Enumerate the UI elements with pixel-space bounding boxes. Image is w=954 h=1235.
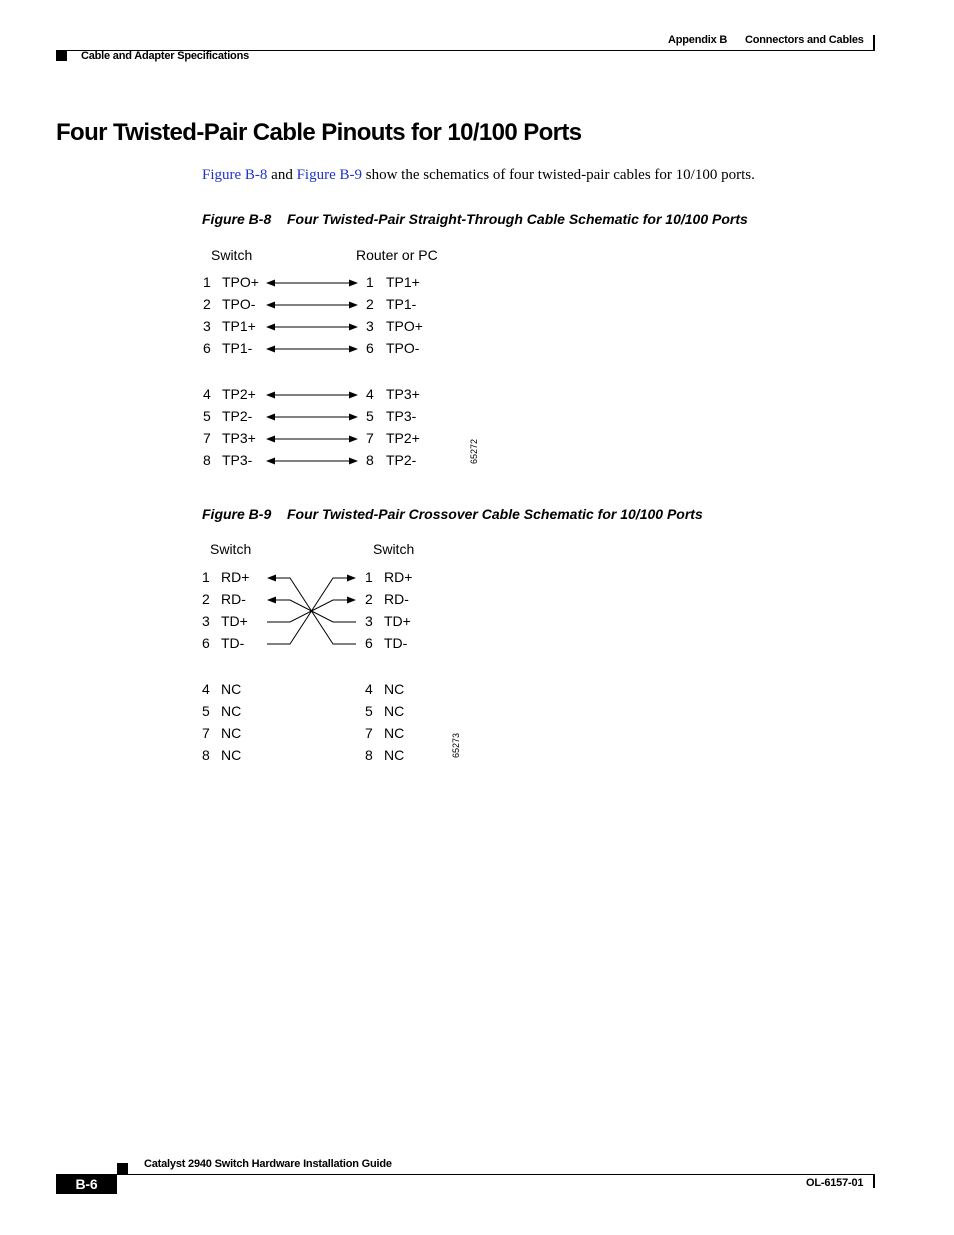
arrowhead-right-icon bbox=[347, 575, 356, 582]
arrowhead-left-icon bbox=[267, 597, 276, 604]
header-section: Cable and Adapter Specifications bbox=[81, 50, 250, 62]
right-signal-label: TD+ bbox=[384, 613, 411, 629]
footer-square-marker bbox=[117, 1163, 128, 1174]
right-signal-label: TP3- bbox=[386, 408, 417, 424]
right-pin-number: 8 bbox=[365, 747, 373, 763]
figure-b8-right-header: Router or PC bbox=[356, 247, 438, 263]
right-pin-number: 1 bbox=[366, 274, 374, 290]
right-pin-number: 5 bbox=[365, 703, 373, 719]
right-signal-label: TP1- bbox=[386, 296, 417, 312]
left-signal-label: TPO+ bbox=[222, 274, 259, 290]
right-pin-number: 7 bbox=[365, 725, 373, 741]
right-signal-label: TPO+ bbox=[386, 318, 423, 334]
left-pin-number: 5 bbox=[203, 408, 211, 424]
right-pin-number: 6 bbox=[365, 635, 373, 651]
intro-rest: show the schematics of four twisted-pair cables for 10/100 ports. bbox=[365, 167, 755, 183]
footer-right-tick bbox=[873, 1174, 875, 1188]
right-signal-label: NC bbox=[384, 681, 405, 697]
left-pin-number: 7 bbox=[203, 430, 211, 446]
right-signal-label: NC bbox=[384, 747, 405, 763]
left-signal-label: NC bbox=[221, 681, 242, 697]
header-appendix: Appendix B bbox=[668, 34, 728, 46]
left-signal-label: RD+ bbox=[221, 569, 250, 585]
left-signal-label: NC bbox=[221, 725, 242, 741]
left-signal-label: TP1- bbox=[222, 340, 253, 356]
intro-and: and bbox=[271, 167, 293, 183]
left-pin-number: 5 bbox=[202, 703, 210, 719]
left-signal-label: TD+ bbox=[221, 613, 248, 629]
left-pin-number: 6 bbox=[203, 340, 211, 356]
left-signal-label: TP1+ bbox=[222, 318, 256, 334]
left-signal-label: TP2- bbox=[222, 408, 253, 424]
right-signal-label: RD+ bbox=[384, 569, 413, 585]
left-signal-label: NC bbox=[221, 703, 242, 719]
figure-b9-left-header: Switch bbox=[210, 541, 252, 557]
right-pin-number: 7 bbox=[366, 430, 374, 446]
footer-doc-number: OL-6157-01 bbox=[806, 1177, 864, 1189]
page-title: Four Twisted-Pair Cable Pinouts for 10/100 Ports bbox=[56, 119, 582, 146]
right-signal-label: TP3+ bbox=[386, 386, 420, 402]
right-pin-number: 2 bbox=[366, 296, 374, 312]
right-pin-number: 4 bbox=[366, 386, 374, 402]
footer-rule bbox=[56, 1174, 875, 1175]
left-pin-number: 8 bbox=[202, 747, 210, 763]
left-pin-number: 3 bbox=[202, 613, 210, 629]
crossover-wire bbox=[267, 578, 352, 644]
figure-b9-link[interactable]: Figure B-9 bbox=[296, 167, 363, 183]
right-pin-number: 4 bbox=[365, 681, 373, 697]
figure-b8-caption-title: Four Twisted-Pair Straight-Through Cable Schematic for 10/100 Ports bbox=[287, 211, 748, 227]
crossover-wire bbox=[271, 600, 356, 622]
left-pin-number: 6 bbox=[202, 635, 210, 651]
right-pin-number: 6 bbox=[366, 340, 374, 356]
page-number-badge: B-6 bbox=[56, 1174, 117, 1194]
right-pin-number: 2 bbox=[365, 591, 373, 607]
left-signal-label: TP3+ bbox=[222, 430, 256, 446]
right-signal-label: NC bbox=[384, 703, 405, 719]
left-pin-number: 7 bbox=[202, 725, 210, 741]
left-signal-label: TP2+ bbox=[222, 386, 256, 402]
figure-b8-link[interactable]: Figure B-8 bbox=[202, 167, 268, 183]
right-pin-number: 3 bbox=[365, 613, 373, 629]
figure-b8-caption-number: Figure B-8 bbox=[202, 211, 272, 227]
left-pin-number: 2 bbox=[203, 296, 211, 312]
right-signal-label: TP2- bbox=[386, 452, 417, 468]
left-signal-label: TP3- bbox=[222, 452, 253, 468]
footer-guide-title: Catalyst 2940 Switch Hardware Installation Guide bbox=[144, 1158, 392, 1170]
header-chapter: Connectors and Cables bbox=[745, 34, 864, 46]
figure-b9-id: 65273 bbox=[451, 732, 461, 758]
figure-b8-left-header: Switch bbox=[211, 247, 253, 263]
crossover-wire bbox=[271, 578, 356, 644]
left-pin-number: 1 bbox=[202, 569, 210, 585]
right-signal-label: TD- bbox=[384, 635, 408, 651]
left-signal-label: TD- bbox=[221, 635, 245, 651]
right-pin-number: 5 bbox=[366, 408, 374, 424]
right-signal-label: RD- bbox=[384, 591, 409, 607]
right-signal-label: NC bbox=[384, 725, 405, 741]
figure-b9-right-header: Switch bbox=[373, 541, 415, 557]
left-pin-number: 3 bbox=[203, 318, 211, 334]
left-pin-number: 4 bbox=[203, 386, 211, 402]
left-pin-number: 1 bbox=[203, 274, 211, 290]
crossover-wire bbox=[267, 600, 352, 622]
left-signal-label: RD- bbox=[221, 591, 246, 607]
left-signal-label: NC bbox=[221, 747, 242, 763]
left-pin-number: 8 bbox=[203, 452, 211, 468]
left-pin-number: 2 bbox=[202, 591, 210, 607]
right-pin-number: 1 bbox=[365, 569, 373, 585]
right-signal-label: TPO- bbox=[386, 340, 420, 356]
right-pin-number: 8 bbox=[366, 452, 374, 468]
right-pin-number: 3 bbox=[366, 318, 374, 334]
right-signal-label: TP2+ bbox=[386, 430, 420, 446]
arrowhead-right-icon bbox=[347, 597, 356, 604]
figure-b8-id: 65272 bbox=[469, 438, 479, 464]
arrowhead-left-icon bbox=[267, 575, 276, 582]
figure-b9-caption-number: Figure B-9 bbox=[202, 506, 272, 522]
left-pin-number: 4 bbox=[202, 681, 210, 697]
right-signal-label: TP1+ bbox=[386, 274, 420, 290]
left-signal-label: TPO- bbox=[222, 296, 256, 312]
figure-b9-caption-title: Four Twisted-Pair Crossover Cable Schematic for 10/100 Ports bbox=[287, 506, 703, 522]
